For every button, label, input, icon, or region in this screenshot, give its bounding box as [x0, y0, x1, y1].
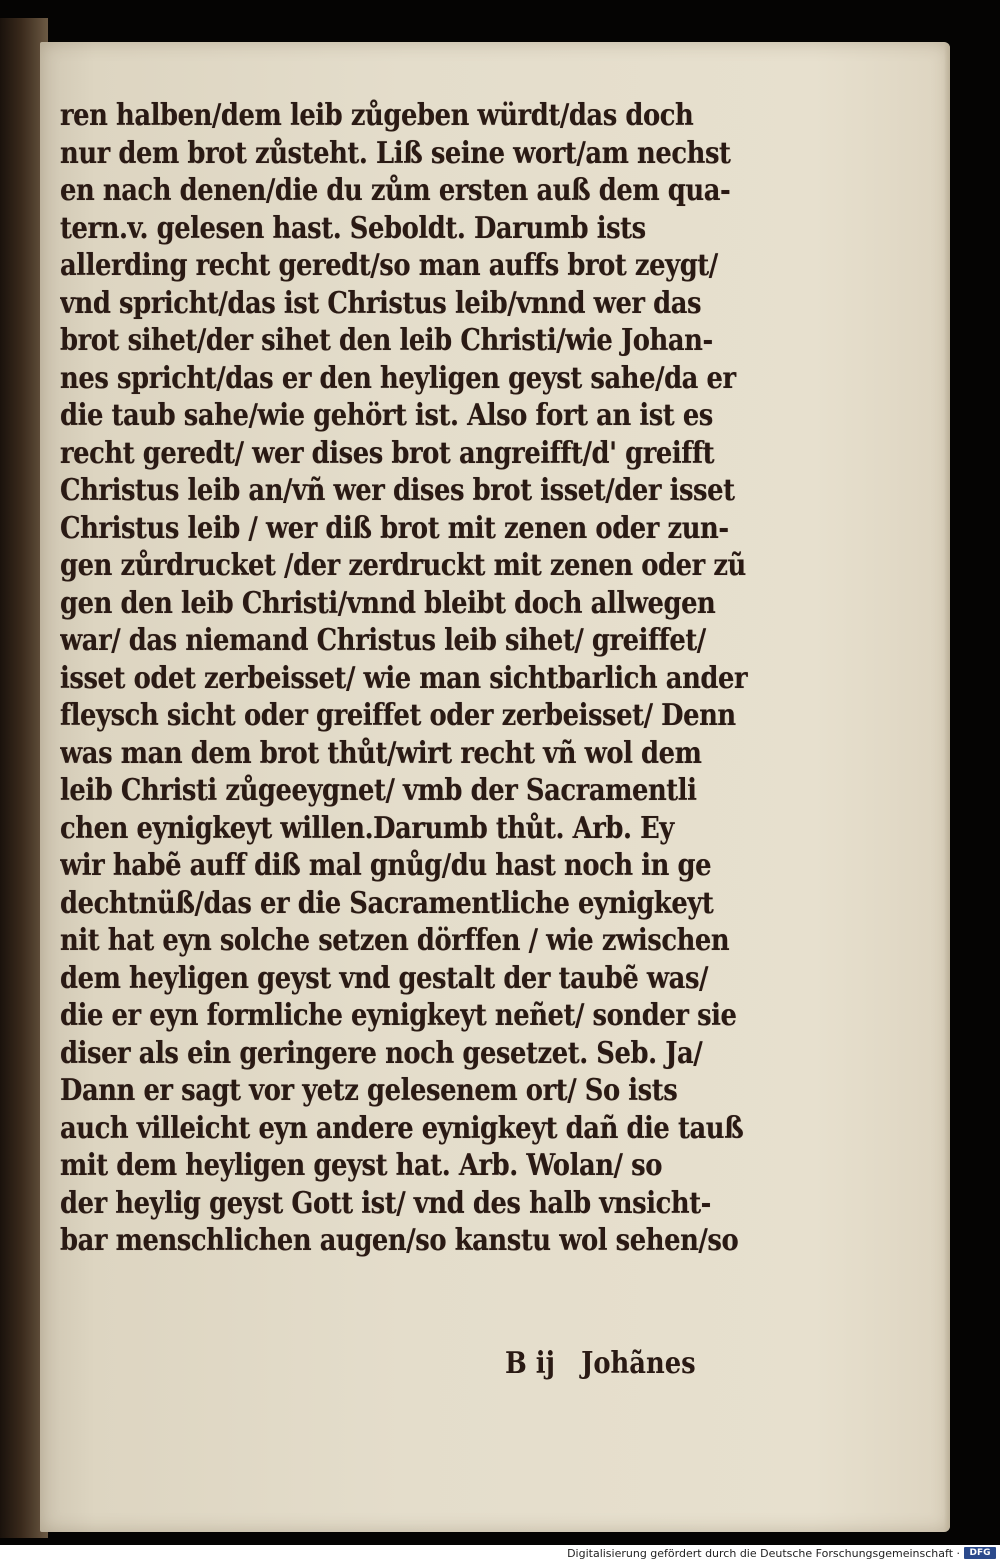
text-line: diser als ein geringere noch gesetzet. Seb. Ja/: [60, 1035, 703, 1071]
text-line: tern.v. gelesen hast. Seboldt. Darumb ists: [60, 210, 646, 246]
text-line: Dann er sagt vor yetz gelesenem ort/ So ists: [60, 1073, 678, 1108]
text-line: chen eynigkeyt willen.Darumb thůt. Arb. Ey: [60, 810, 674, 846]
text-line: en nach denen/die du zům ersten auß dem qua-: [60, 173, 731, 208]
funding-credit: Digitalisierung gefördert durch die Deutsche Forschungsgemeinschaft ·: [567, 1547, 960, 1560]
footer-bar: [0, 1545, 1000, 1562]
text-line: dechtnüß/das er die Sacramentliche eynigkeyt: [60, 885, 714, 921]
text-line: leib Christi zůgeeygnet/ vmb der Sacramentli: [60, 773, 697, 808]
text-line: Christus leib / wer diß brot mit zenen oder zun-: [60, 510, 729, 546]
text-line: vnd spricht/das ist Christus leib/vnnd wer das: [60, 285, 702, 321]
page-edge: [944, 42, 950, 1532]
text-line: isset odet zerbeisset/ wie man sichtbarlich ander: [60, 660, 748, 696]
text-line: war/ das niemand Christus leib sihet/ greiffet/: [60, 623, 706, 658]
text-line: gen den leib Christi/vnnd bleibt doch allwegen: [60, 585, 716, 621]
text-line: wir habẽ auff diß mal gnůg/du hast noch in ge: [60, 848, 712, 883]
text-line: allerding recht geredt/so man auffs brot zeygt/: [60, 248, 718, 283]
text-line: auch villeicht eyn andere eynigkeyt dañ die tauß: [60, 1110, 744, 1146]
signature-catchword-line: [505, 1344, 696, 1384]
catchword: Johãnes: [581, 1346, 696, 1381]
text-line: der heylig geyst Gott ist/ vnd des halb vnsicht-: [60, 1185, 711, 1221]
text-line: recht geredt/ wer dises brot angreifft/d' greifft: [60, 435, 715, 471]
book-page: [40, 42, 950, 1532]
text-line: Christus leib an/vñ wer dises brot isset/der isset: [60, 473, 735, 508]
text-line: gen zůrdrucket /der zerdruckt mit zenen oder zũ: [60, 548, 746, 583]
text-line: fleysch sicht oder greiffet oder zerbeisset/ Denn: [60, 698, 736, 733]
text-line: die taub sahe/wie gehört ist. Also fort an ist es: [60, 398, 713, 433]
dfg-logo: DFG: [964, 1547, 996, 1559]
text-line: bar menschlichen augen/so kanstu wol sehen/so: [60, 1223, 739, 1258]
text-line: nes spricht/das er den heyligen geyst sahe/da er: [60, 360, 736, 396]
text-line: ren halben/dem leib zůgeben würdt/das doch: [60, 98, 694, 133]
text-line: die er eyn formliche eynigkeyt neñet/ sonder sie: [60, 998, 737, 1033]
text-line: brot sihet/der sihet den leib Christi/wie Johan-: [60, 323, 713, 358]
text-line: nit hat eyn solche setzen dörffen / wie zwischen: [60, 923, 730, 958]
text-line: dem heyligen geyst vnd gestalt der taubẽ was/: [60, 960, 709, 996]
text-line: mit dem heyligen geyst hat. Arb. Wolan/ so: [60, 1148, 662, 1183]
text-line: was man dem brot thůt/wirt recht vñ wol dem: [60, 735, 702, 771]
signature-mark: B ij: [505, 1346, 555, 1381]
body-text: [60, 97, 802, 1260]
text-line: nur dem brot zůsteht. Liß seine wort/am nechst: [60, 135, 731, 171]
